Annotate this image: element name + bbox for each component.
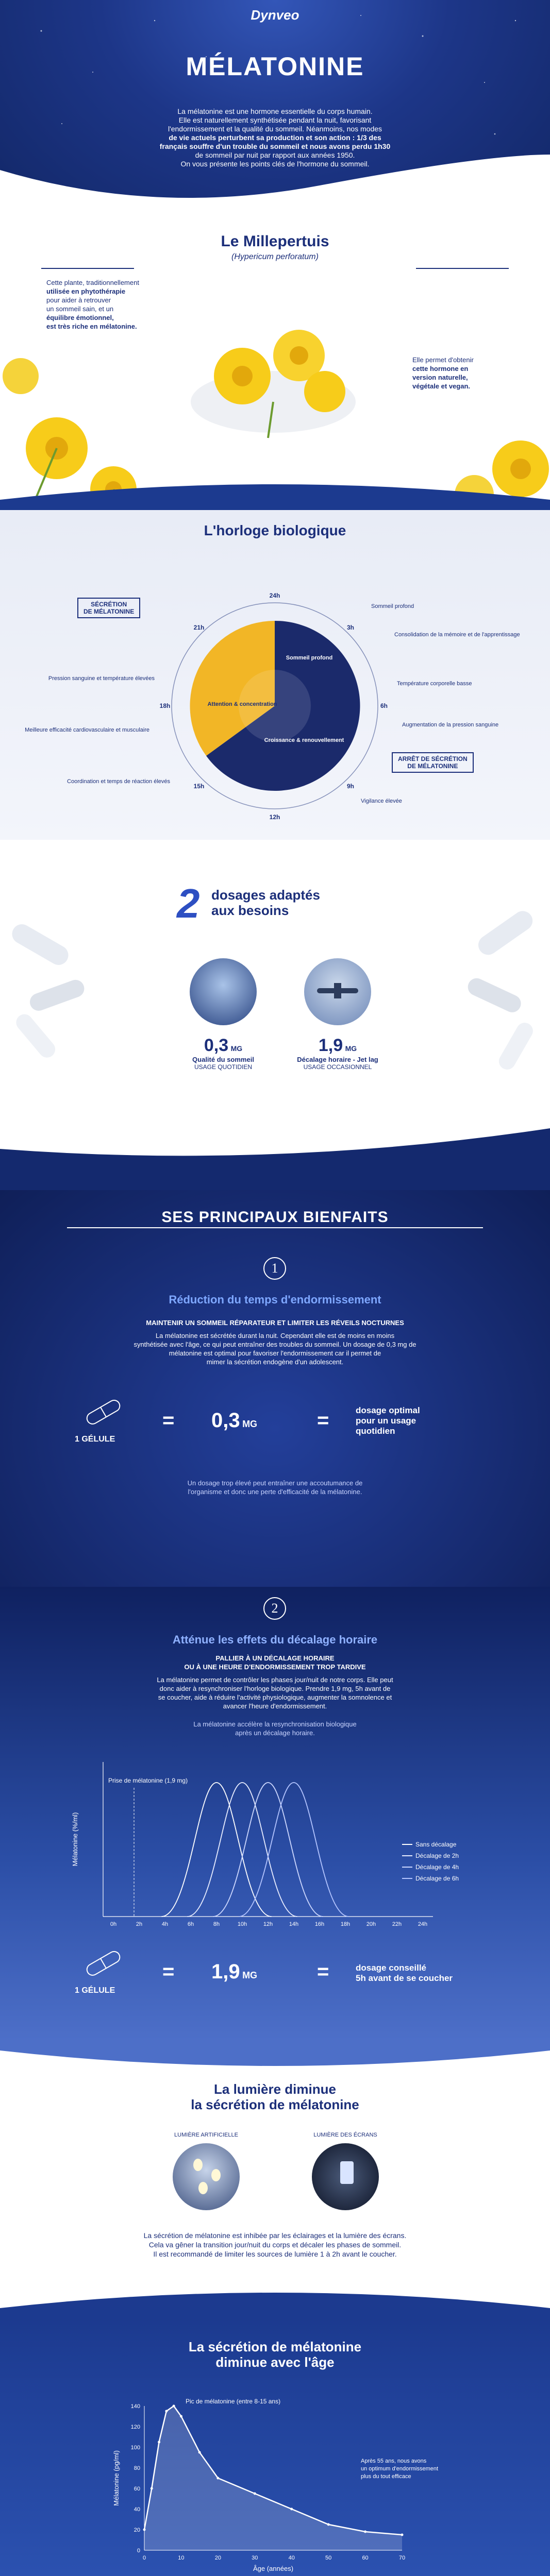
age-data-point [216,2477,219,2480]
legend-label: Décalage de 2h [415,1852,459,1859]
dosage-label: Décalage horaire - Jet lag [297,1056,378,1063]
flower-illustration [0,222,550,510]
clock-diagram [0,510,550,840]
age-data-point [158,2441,160,2444]
equals-sign: = [162,1960,175,1983]
capsule-icon [496,1020,536,1073]
legend-label: Décalage de 6h [415,1875,459,1882]
y-tick-label: 100 [130,2445,140,2451]
intro-line: français souffre d'un trouble du sommeil et nous avons perdu 1h30 [159,142,391,150]
light-section [0,2040,550,2318]
right-note: Consolidation de la mémoire et de l'apprentissage [394,632,520,638]
age-data-point [151,2487,153,2490]
dose-unit: MG [242,1970,258,1980]
intro-line: La mélatonine est une hormone essentielle du corps humain. [177,107,373,115]
capsule-icon [13,1011,59,1061]
text-line: un sommeil sain, et un [46,305,114,313]
millepertuis-latin: (Hypericum perforatum) [231,252,319,261]
dosage-count: 2 [177,880,200,926]
dosage-usage: USAGE QUOTIDIEN [194,1063,252,1071]
left-note: Meilleure efficacité cardiovasculaire et musculaire [25,727,149,733]
intro-line: l'endormissement et la qualité du sommeil. Néanmoins, nos modes [168,125,382,133]
x-tick-label: 4h [161,1921,169,1927]
hour-label: 3h [346,624,355,631]
title-line: la sécrétion de mélatonine [191,2097,359,2112]
capsule-icon [475,907,537,959]
benefit-1-text [0,1331,550,1366]
text-line: Il est recommandé de limiter les sources de lumière 1 à 2h avant le coucher. [153,2250,397,2258]
x-tick-label: 10 [178,2555,185,2561]
text-line: PALLIER À UN DÉCALAGE HORAIRE [215,1654,335,1662]
intro-line: Elle est naturellement synthétisée pendant la nuit, favorisant [178,116,372,124]
divider [67,1227,483,1228]
legend-label: Décalage de 4h [415,1863,459,1871]
dose-marker-label: Prise de mélatonine (1,9 mg) [108,1777,188,1784]
text-line: Un dosage trop élevé peut entraîner une accoutumance de [187,1479,363,1487]
intro-line: de sommeil par nuit par rapport aux années 1950. [195,151,355,159]
phone-screen-photo [312,2143,379,2210]
x-tick-label: 0 [142,2555,146,2561]
hour-label: 21h [193,624,205,631]
dose-description [356,1963,453,1984]
right-note: Vigilance élevée [361,798,402,804]
benefit-1-note [0,1479,550,1496]
wave-divider [0,2040,550,2071]
text-line: se coucher, aide à réduire l'activité physiologique, augmenter la somnolence et [158,1693,392,1701]
text-line: utilisée en phytothérapie [46,287,126,295]
benefits-title: SES PRINCIPAUX BIENFAITS [161,1209,389,1226]
gelule-label: 1 GÉLULE [75,1435,115,1444]
y-tick-label: 120 [130,2424,140,2430]
text-line: équilibre émotionnel, [46,314,114,321]
equals-sign: = [317,1409,329,1432]
clock-section [0,510,550,840]
x-tick-label: 60 [362,2555,369,2561]
dose-description [356,1405,420,1436]
age-data-point [165,2410,168,2413]
phase-label: Croissance & renouvellement [264,737,344,743]
y-tick-label: 40 [134,2506,140,2513]
benefit-1-title: Réduction du temps d'endormissement [169,1293,381,1306]
hour-label: 9h [346,783,355,790]
x-tick-label: 2h [136,1921,143,1927]
text-line: l'organisme et donc une perte d'efficacité de la mélatonine. [188,1488,362,1496]
x-tick-label: 6h [187,1921,194,1927]
text-line: 5h avant de se coucher [356,1973,453,1983]
y-tick-label: 0 [137,2548,140,2554]
text-line: version naturelle, [412,374,468,381]
airplane-photo [304,958,371,1025]
hour-label: 6h [380,702,388,709]
equals-sign: = [162,1409,175,1432]
x-tick-label: 30 [252,2555,258,2561]
text-line: La mélatonine accélère la resynchronisation biologique [193,1720,357,1728]
age-note-line: plus du tout efficace [361,2473,411,2480]
right-note: Augmentation de la pression sanguine [402,722,499,728]
title-line: dosages adaptés [211,887,320,903]
text-line: La mélatonine permet de contrôler les phases jour/nuit de notre corps. Elle peut [157,1676,393,1684]
benefit-number: 2 [263,1597,286,1620]
page-title: MÉLATONINE [186,52,364,81]
age-data-point [143,2529,146,2531]
text-line: cette hormone en [412,365,469,372]
right-note: Sommeil profond [371,603,414,609]
x-tick-label: 10h [237,1921,247,1927]
hero-intro [0,107,550,168]
title-line: La sécrétion de mélatonine [188,2339,362,2354]
x-tick-label: 14h [289,1921,299,1927]
text-line: après un décalage horaire. [235,1729,315,1737]
label-line: SÉCRÉTION [91,601,127,608]
x-tick-label: 8h [213,1921,220,1927]
intro-line: On vous présente les points clés de l'hormone du sommeil. [180,160,370,168]
y-tick-label: 20 [134,2527,140,2533]
x-tick-label: 22h [392,1921,402,1927]
text-line: pour un usage [356,1416,416,1426]
intro-line: de vie actuels perturbent sa production et son action : 1/3 des [169,133,381,142]
capsule-icon [77,1396,129,1427]
x-tick-label: 18h [340,1921,351,1927]
left-note: Pression sanguine et température élevées [48,675,155,682]
phase-label: Sommeil profond [286,655,333,661]
text-line: Cette plante, traditionnellement [46,279,139,286]
x-tick-label: 40 [288,2555,295,2561]
dosage-unit: MG [230,1044,243,1053]
jetlag-series-line [187,1783,297,1917]
screen-light-label: LUMIÈRE DES ÉCRANS [313,2132,377,2138]
dosages-title [211,887,320,918]
age-data-point [401,2534,404,2536]
age-data-point [180,2415,182,2418]
dosage-unit: MG [345,1044,357,1053]
x-tick-label: 20h [366,1921,376,1927]
text-line: mimer la sécrétion endogène d'un adolescent. [206,1358,344,1366]
brand-logo[interactable]: Dynveo [251,7,299,23]
capsule-icon [465,975,524,1015]
text-line: Cela va gêner la transition jour/nuit du corps et décaler les phases de sommeil. [148,2241,402,2249]
hour-label: 15h [193,783,205,790]
x-tick-label: 0h [110,1921,117,1927]
dosage-label: Qualité du sommeil [192,1056,254,1063]
text-line: pour aider à retrouver [46,296,111,304]
capsule-icon [27,977,87,1013]
benefit-2-subtitle [0,1654,550,1671]
text-line: OU À UNE HEURE D'ENDORMISSEMENT TROP TARDIVE [184,1663,366,1671]
x-tick-label: 50 [325,2555,332,2561]
dose-unit: MG [242,1419,258,1429]
benefit-2-section [0,1587,550,2040]
dose-value: 1,9 [211,1960,240,1983]
age-data-point [364,2531,366,2533]
x-tick-label: 16h [314,1921,325,1927]
text-line: végétale et vegan. [412,382,470,390]
y-tick-label: 60 [134,2486,140,2492]
y-tick-label: 80 [134,2465,140,2471]
text-line: est très riche en mélatonine. [46,323,137,330]
jetlag-series-line [213,1783,323,1917]
x-tick-label: 20 [214,2555,221,2561]
text-line: quotidien [356,1426,395,1436]
age-data-point [290,2508,293,2511]
y-tick-label: 140 [130,2403,140,2410]
benefit-1-section [0,1190,550,1587]
age-note-line: Après 55 ans, nous avons [361,2458,427,2464]
benefit-2-title: Atténue les effets du décalage horaire [172,1633,378,1646]
label-line: DE MÉLATONINE [407,762,458,770]
benefit-2-dose [211,1960,257,1984]
x-axis-label: Âge (années) [253,2565,294,2572]
jetlag-series-line [161,1783,271,1917]
equals-sign: = [317,1960,329,1983]
title-line: La lumière diminue [214,2081,336,2097]
age-data-point [198,2451,201,2454]
lightbulbs-photo [173,2143,240,2210]
dosage-value: 1,9 [318,1036,343,1055]
millepertuis-section [0,222,550,510]
dose-value: 0,3 [211,1409,240,1432]
text-line: avancer l'heure d'endormissement. [223,1702,327,1710]
artificial-light-label: LUMIÈRE ARTIFICIELLE [174,2132,238,2138]
phase-label: Attention & concentration [207,701,277,707]
text-line: mélatonine est optimal pour favoriser l'endormissement car il permet de [169,1349,381,1357]
title-line: diminue avec l'âge [215,2354,335,2370]
clock-title: L'horloge biologique [204,522,346,538]
text-line: La mélatonine est sécrétée durant la nuit. Cependant elle est de moins en moins [155,1332,395,1340]
label-line: ARRÊT DE SÉCRÉTION [398,755,468,762]
legend-label: Sans décalage [415,1841,457,1848]
benefit-number: 1 [263,1257,286,1280]
hour-label: 24h [269,592,280,599]
hour-label: 18h [159,702,171,709]
y-axis-label: Mélatonine (%/ml) [71,1812,79,1867]
age-note-line: un optimum d'endormissement [361,2466,439,2472]
peak-label: Pic de mélatonine (entre 8-15 ans) [186,2398,281,2405]
left-note: Coordination et temps de réaction élevés [67,778,170,785]
text-line: dosage optimal [356,1405,420,1415]
dosage-1 [172,1036,275,1071]
age-data-point [173,2405,175,2408]
text-line: La sécrétion de mélatonine est inhibée par les éclairages et la lumière des écrans. [143,2231,407,2240]
right-note: Température corporelle basse [397,681,472,687]
benefit-2-text [0,1675,550,1710]
dosages-section [0,840,550,1190]
text-line: synthétisée avec l'âge, ce qui peut entraîner des troubles du sommeil. Un dosage de 0,3 mg de [134,1341,416,1348]
x-tick-label: 12h [263,1921,273,1927]
x-tick-label: 24h [418,1921,428,1927]
benefit-1-subtitle: MAINTENIR UN SOMMEIL RÉPARATEUR ET LIMITER LES RÉVEILS NOCTURNES [146,1319,404,1327]
dosage-2 [286,1036,389,1071]
capsule-icon [9,921,72,969]
hour-label: 12h [269,814,280,821]
st-johns-wort-flower-icon [3,330,549,510]
dosage-value: 0,3 [204,1036,229,1055]
capsule-icon [77,1947,129,1978]
x-tick-label: 70 [398,2555,406,2561]
age-chart [0,2385,550,2576]
benefit-2-note [0,1720,550,1737]
text-line: Elle permet d'obtenir [412,356,474,364]
jetlag-chart [0,1741,550,1947]
wave-divider [0,2277,550,2318]
age-title [0,2339,550,2370]
age-data-point [254,2493,256,2495]
gelule-label: 1 GÉLULE [75,1986,115,1995]
jetlag-series-line [239,1783,348,1917]
text-line: dosage conseillé [356,1963,426,1973]
y-axis-label: Mélatonine (pg/ml) [112,2450,120,2506]
sleeping-person-photo [190,958,257,1025]
hero-section [0,0,550,222]
light-text [0,2231,550,2259]
age-data-point [327,2523,330,2526]
benefit-1-dose [211,1409,257,1432]
title-line: aux besoins [211,903,289,918]
dosage-usage: USAGE OCCASIONNEL [303,1063,372,1071]
light-title [0,2081,550,2112]
millepertuis-title: Le Millepertuis [221,233,329,250]
text-line: donc aider à resynchroniser l'horloge biologique. Prendre 1,9 mg, 5h avant de [159,1685,391,1692]
label-line: DE MÉLATONINE [84,608,135,615]
age-section [0,2318,550,2576]
